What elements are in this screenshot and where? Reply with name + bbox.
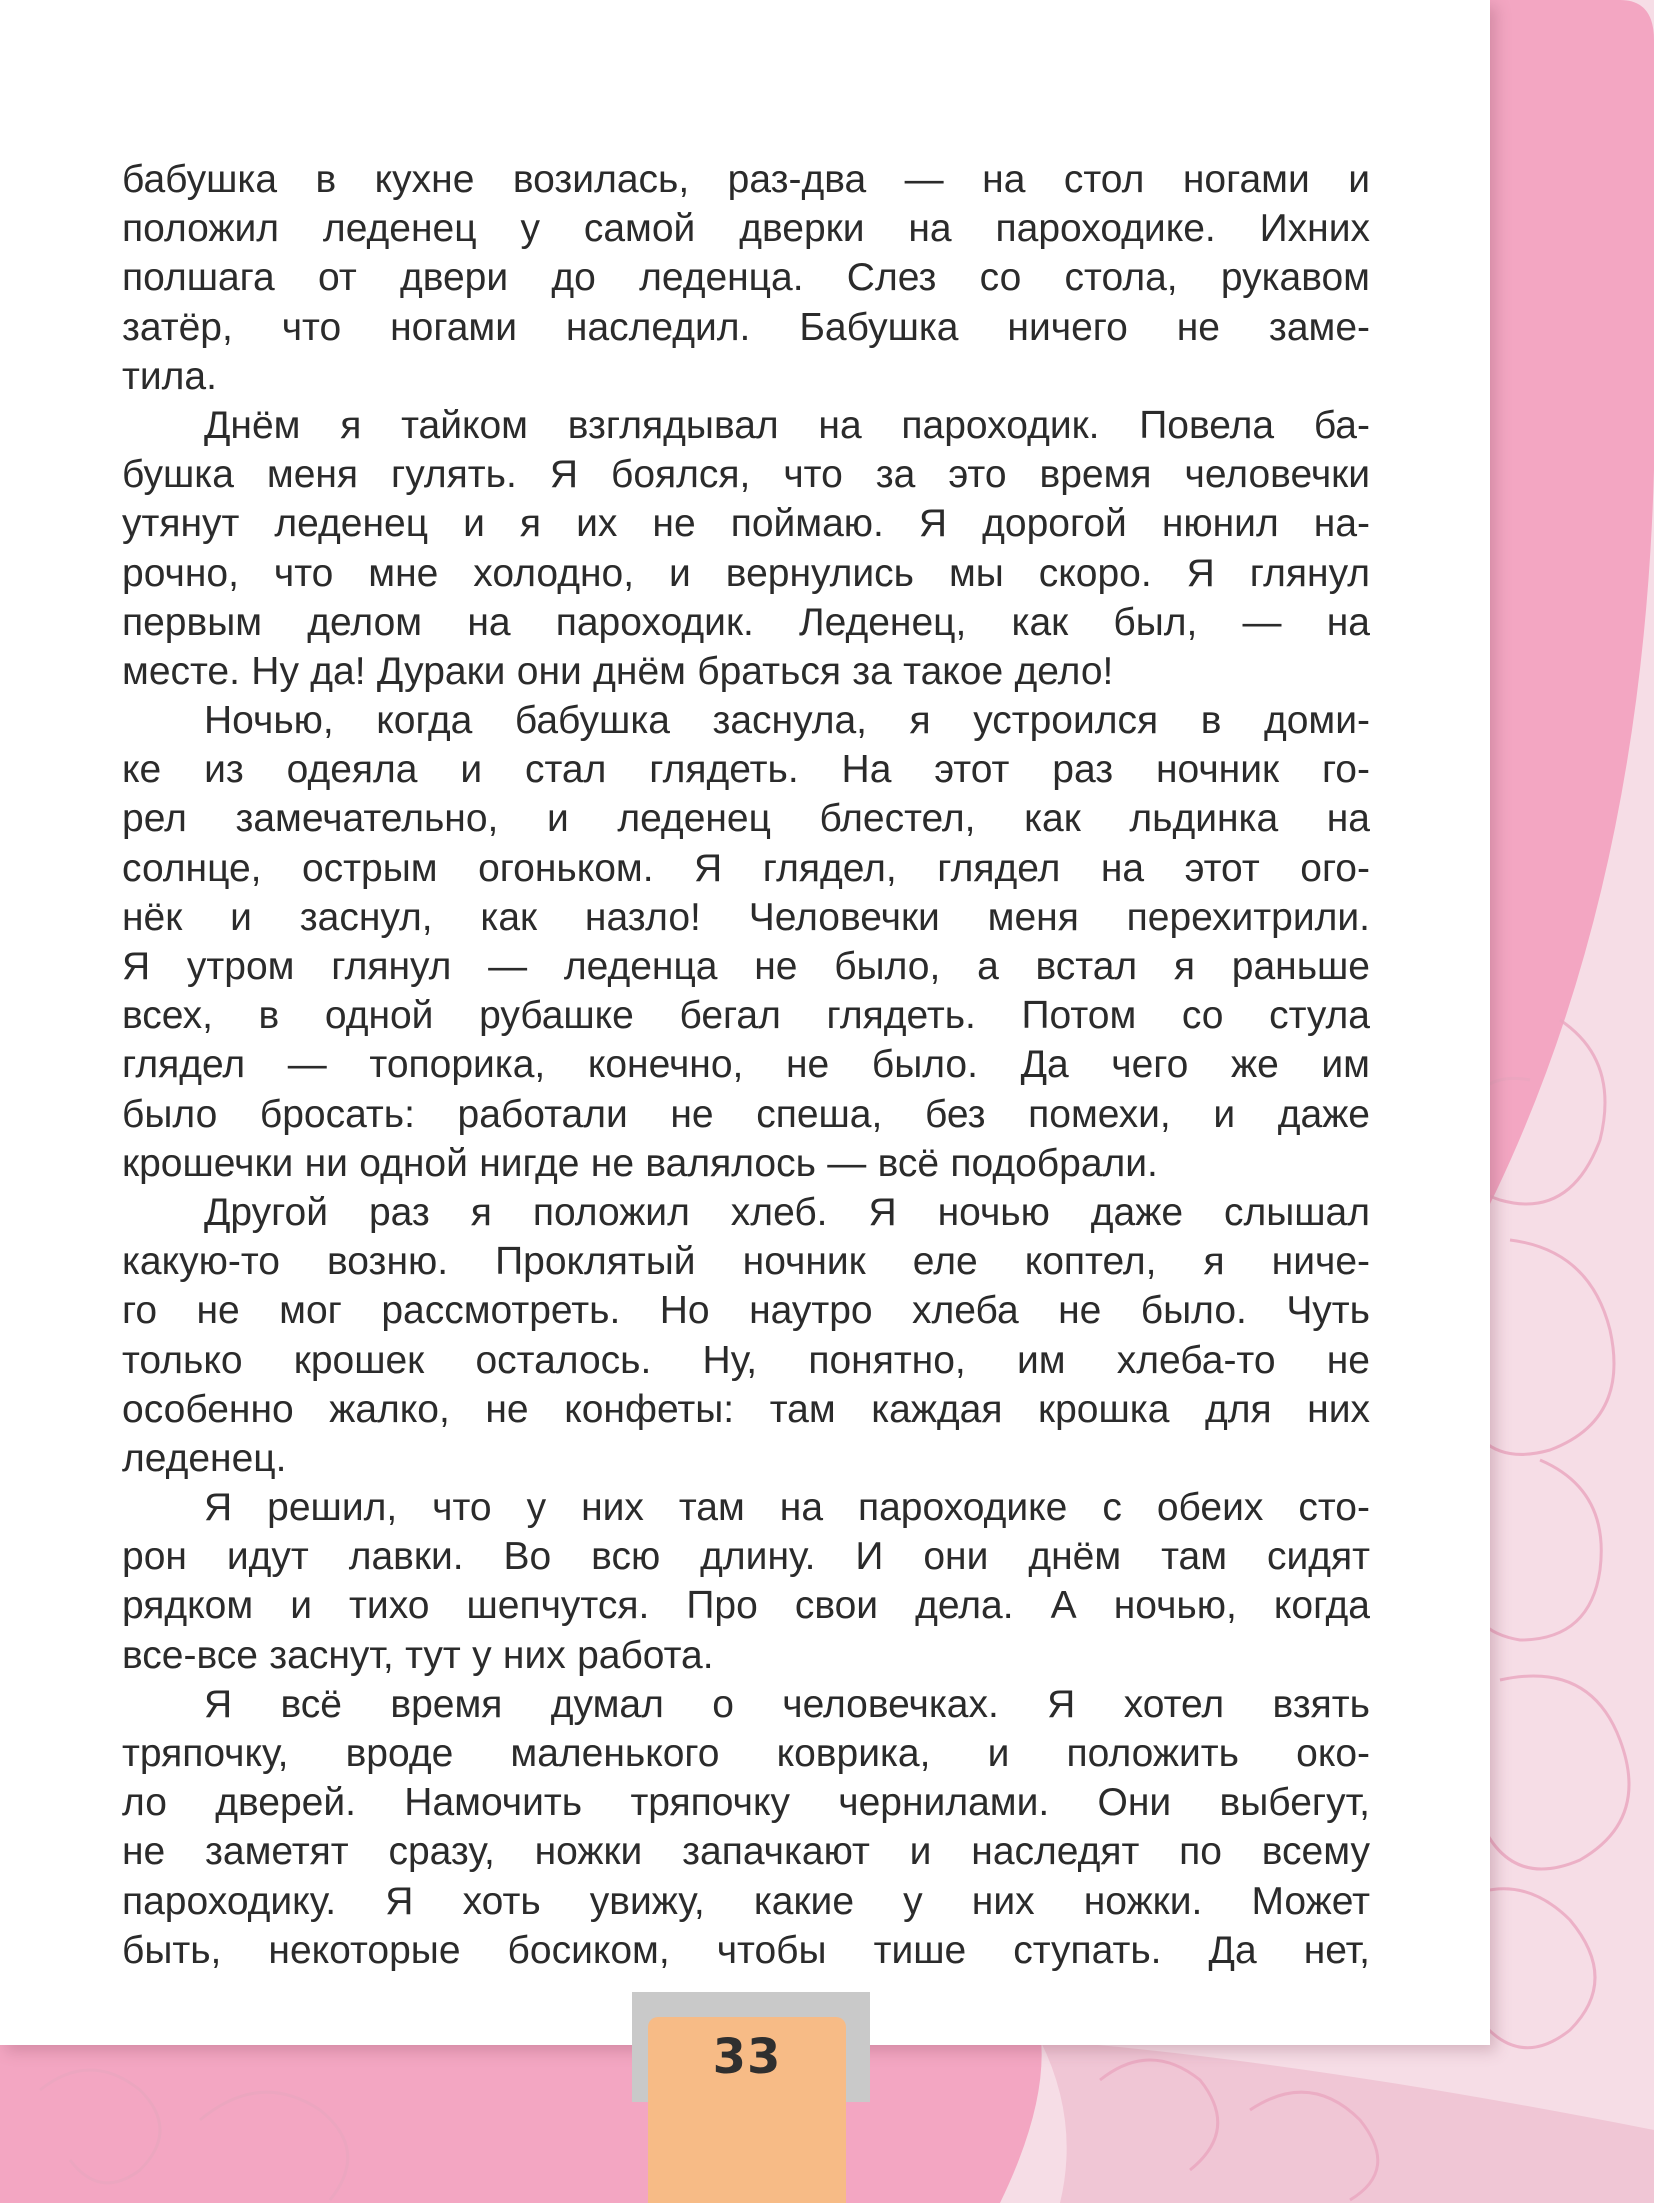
text-line: Я всё время думал о человечках. Я хотел взять bbox=[204, 1682, 1370, 1726]
text-line: бушка меня гулять. Я боялся, что за это время человечки bbox=[122, 453, 1370, 497]
text-line: какую-то возню. Проклятый ночник еле коптел, я ниче- bbox=[122, 1240, 1370, 1284]
text-line: Другой раз я положил хлеб. Я ночью даже слышал bbox=[204, 1190, 1370, 1234]
text-line: ло дверей. Намочить тряпочку чернилами. Они выбегут, bbox=[122, 1781, 1370, 1825]
text-line: особенно жалко, не конфеты: там каждая крошка для них bbox=[122, 1387, 1370, 1431]
text-line: тила. bbox=[122, 354, 217, 398]
text-line: Днём я тайком взглядывал на пароходик. Повела ба- bbox=[204, 403, 1370, 447]
text-line: первым делом на пароходик. Леденец, как был, — на bbox=[122, 600, 1370, 644]
text-line: месте. Ну да! Дураки они днём браться за такое дело! bbox=[122, 649, 1114, 693]
text-line: только крошек осталось. Ну, понятно, им хлеба-то не bbox=[122, 1338, 1370, 1382]
text-line: рядком и тихо шепчутся. Про свои дела. А ночью, когда bbox=[122, 1584, 1370, 1628]
text-line: пароходику. Я хоть увижу, какие у них ножки. Может bbox=[122, 1879, 1370, 1923]
text-line: утянут леденец и я их не поймаю. Я дорогой нюнил на- bbox=[122, 502, 1370, 546]
text-line: рел замечательно, и леденец блестел, как льдинка на bbox=[122, 797, 1370, 841]
page-number-box bbox=[648, 2017, 846, 2203]
text-line: полшага от двери до леденца. Слез со стола, рукавом bbox=[122, 256, 1370, 300]
text-line: не заметят сразу, ножки запачкают и наследят по всему bbox=[122, 1830, 1370, 1874]
text-line: рочно, что мне холодно, и вернулись мы скоро. Я глянул bbox=[122, 551, 1370, 595]
text-line: затёр, что ногами наследил. Бабушка ничего не заме- bbox=[122, 305, 1370, 349]
text-line: леденец. bbox=[122, 1436, 287, 1480]
text-line: крошечки ни одной нигде не валялось — всё подобрали. bbox=[122, 1141, 1158, 1185]
text-line: Я утром глянул — леденца не было, а встал я раньше bbox=[122, 945, 1370, 988]
text-line: всех, в одной рубашке бегал глядеть. Потом со стула bbox=[122, 994, 1370, 1038]
text-line: солнце, острым огоньком. Я глядел, глядел на этот ого- bbox=[122, 846, 1370, 890]
text-line: бабушка в кухне возилась, раз-два — на стол ногами и bbox=[122, 158, 1370, 201]
text-line: тряпочку, вроде маленького коврика, и положить око- bbox=[122, 1732, 1370, 1775]
text-line: было бросать: работали не спеша, без помехи, и даже bbox=[122, 1092, 1370, 1136]
text-line: все-все заснут, тут у них работа. bbox=[122, 1633, 714, 1677]
text-line: положил леденец у самой дверки на пароходике. Ихних bbox=[122, 207, 1370, 251]
story-text bbox=[122, 155, 1370, 1975]
text-line: рон идут лавки. Во всю длину. И они днём там сидят bbox=[122, 1535, 1370, 1579]
text-line: Ночью, когда бабушка заснула, я устроился в доми- bbox=[204, 699, 1370, 743]
text-line: ке из одеяла и стал глядеть. На этот раз ночник го- bbox=[122, 748, 1370, 792]
text-line: нёк и заснул, как назло! Человечки меня перехитрили. bbox=[122, 895, 1370, 939]
text-line: Я решил, что у них там на пароходике с обеих сто- bbox=[204, 1486, 1370, 1530]
text-line: быть, некоторые босиком, чтобы тише ступать. Да нет, bbox=[122, 1928, 1370, 1972]
text-line: го не мог рассмотреть. Но наутро хлеба не было. Чуть bbox=[122, 1289, 1370, 1333]
page-number: 33 bbox=[712, 2029, 782, 2085]
text-line: глядел — топорика, конечно, не было. Да чего же им bbox=[122, 1043, 1370, 1087]
